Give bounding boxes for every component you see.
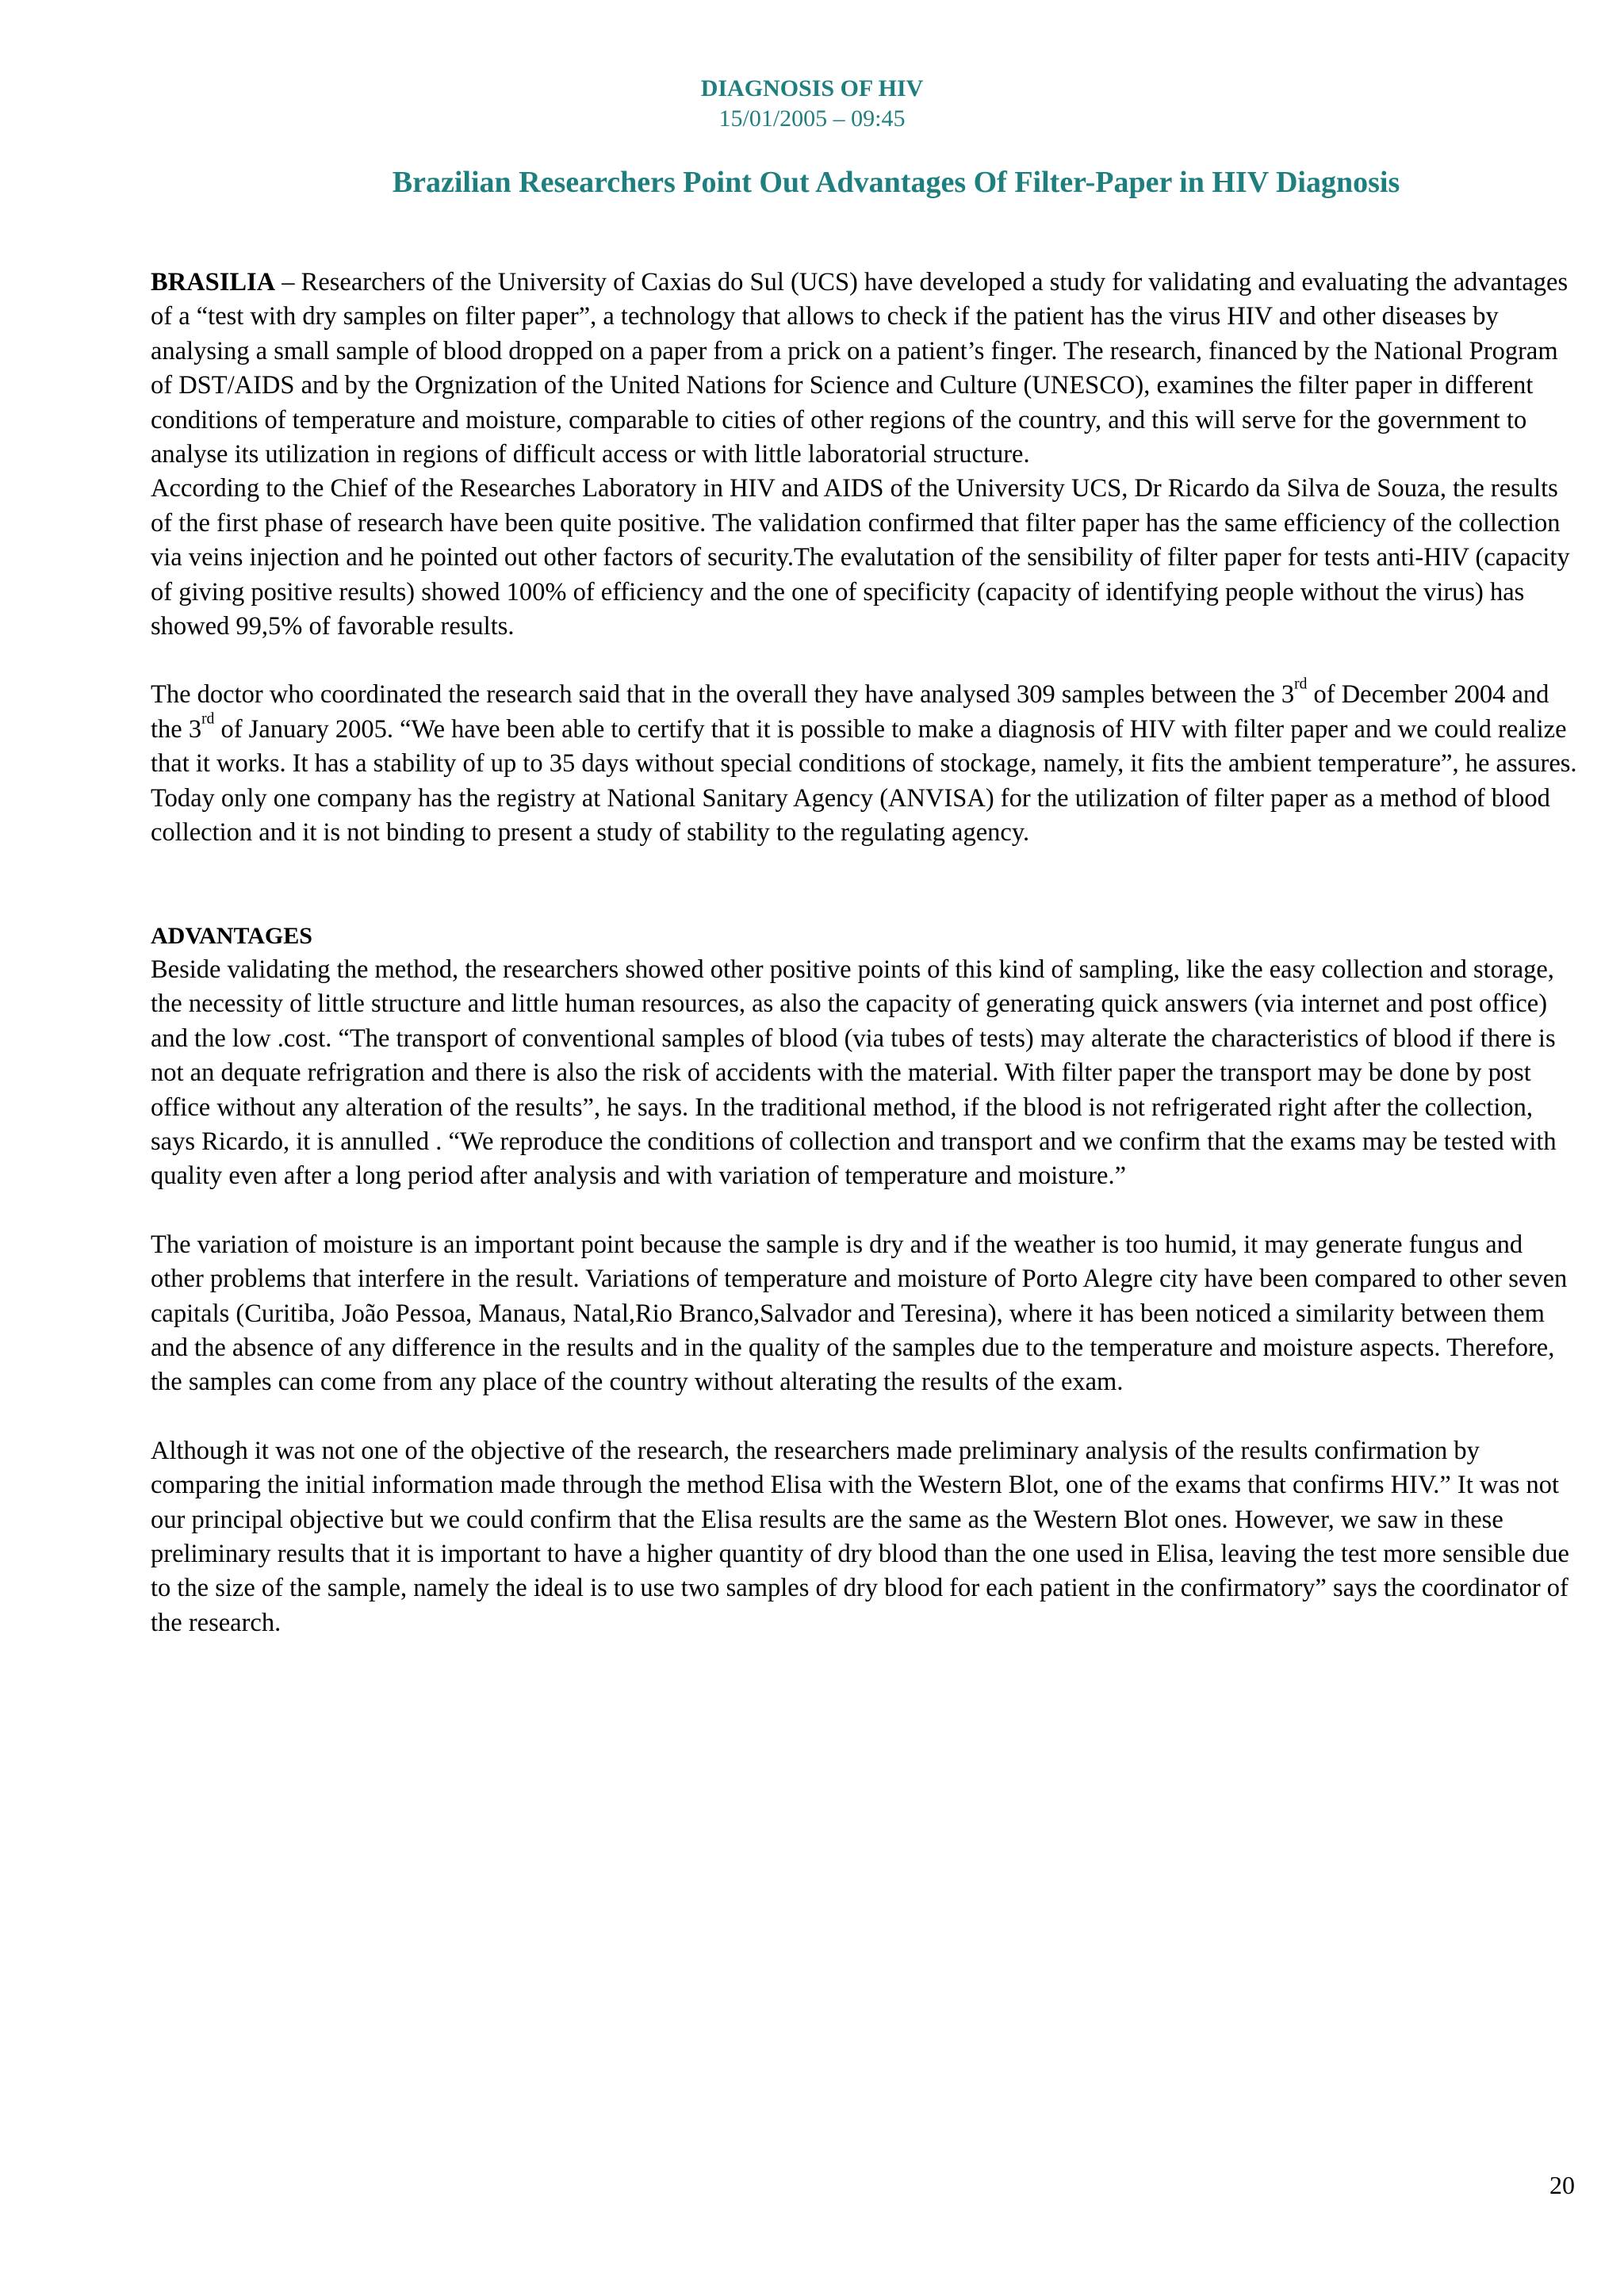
paragraph-elisa: Although it was not one of the objective of the research, the researchers made preliminary analysis of the results confirmation by comparing the initial information made through the method Elisa with the Western Blot, one of the exams that confirms HIV.” It was not our principal objective but we could confirm that the Elisa results are the same as the Western Blot ones. However, we saw in these preliminary results that it is important to have a higher quantity of dry blood than the one used in Elisa, leaving the test more sensible due to the size of the sample, namely the ideal is to use two samples of dry blood for each patient in the confirmatory” says the coordinator of the research. [151, 1436, 1569, 1637]
paragraph-intro-text: – Researchers of the University of Caxias do Sul (UCS) have developed a study for validating and evaluating the advantages of a “test with dry samples on filter paper”, a technology that allows to check if the patient has the virus HIV and other diseases by analysing a small sample of blood dropped on a paper from a prick on a patient’s finger. The research, financed by the National Program of DST/AIDS and by the Orgnization of the United Nations for Science and Culture (UNESCO), examines the filter paper in different conditions of temperature and moisture, comparable to cities of other regions of the country, and this will serve for the government to analyse its utilization in regions of difficult access or with little laboratorial structure. [151, 268, 1568, 469]
paragraph-intro [151, 266, 1578, 472]
paragraph-samples [151, 675, 1578, 850]
superscript-rd-1: rd [1294, 675, 1308, 693]
article-title: Brazilian Researchers Point Out Advantages Of Filter-Paper in HIV Diagnosis [392, 166, 1400, 199]
paragraph-advantages: Beside validating the method, the researchers showed other positive points of this kind of sampling, like the easy collection and storage, the necessity of little structure and little human resources, as also the capacity of generating quick answers (via internet and post office) and the low .cost. “The transport of conventional samples of blood (via tubes of tests) may alterate the characteristics of blood if there is not an dequate refrigration and there is also the risk of accidents with the material. With filter paper the transport may be done by post office without any alteration of the results”, he says. In the traditional method, if the blood is not refrigerated right after the collection, says Ricardo, it is annulled . “We reproduce the conditions of collection and transport and we confirm that the exams may be tested with quality even after a long period after analysis and with variation of temperature and moisture.” [151, 955, 1557, 1191]
superscript-rd-2: rd [201, 710, 215, 728]
page-number: 20 [1549, 2171, 1575, 2199]
page-header [0, 73, 1624, 133]
paragraph-samples-part-c: of January 2005. “We have been able to certify that it is possible to make a diagnosis of HIV with filter paper and we could realize that it works. It has a stability of up to 35 days without special conditions of stockage, namely, it fits the ambient temperature”, he assures. Today only one company has the registry at National Sanitary Agency (ANVISA) for the utilization of filter paper as a method of blood collection and it is not binding to present a study of stability to the regulating agency. [151, 714, 1577, 848]
section-kicker: DIAGNOSIS OF HIV [700, 75, 924, 101]
dateline-location: BRASILIA [151, 268, 276, 297]
paragraph-samples-part-b: of December 2004 and the 3 [151, 680, 1549, 744]
paragraph-moisture: The variation of moisture is an important point because the sample is dry and if the weather is too humid, it may generate fungus and other problems that interfere in the result. Variations of temperature and moisture of Porto Alegre city have been compared to other seven capitals (Curitiba, João Pessoa, Manaus, Natal,Rio Branco,Salvador and Teresina), where it has been noticed a similarity between them and the absence of any difference in the results and in the quality of the samples due to the temperature and moisture aspects. Therefore, the samples can come from any place of the country without alterating the results of the exam. [151, 1230, 1568, 1397]
paragraph-chief: According to the Chief of the Researches Laboratory in HIV and AIDS of the University UCS, Dr Ricardo da Silva de Souza, the results of the first phase of research have been quite positive. The validation confirmed that filter paper has the same efficiency of the collection via veins injection and he pointed out other factors of security.The evalutation of the sensibility of filter paper for tests anti-HIV (capacity of giving positive results) showed 100% of efficiency and the one of specificity (capacity of identifying people without the virus) has showed 99,5% of favorable results. [151, 474, 1570, 641]
dateline: 15/01/2005 – 09:45 [718, 105, 906, 132]
section-heading-advantages: ADVANTAGES [151, 922, 312, 949]
paragraph-samples-part-a: The doctor who coordinated the research said that in the overall they have analysed 309 samples between the 3 [151, 680, 1295, 710]
article-body [151, 266, 1578, 1640]
